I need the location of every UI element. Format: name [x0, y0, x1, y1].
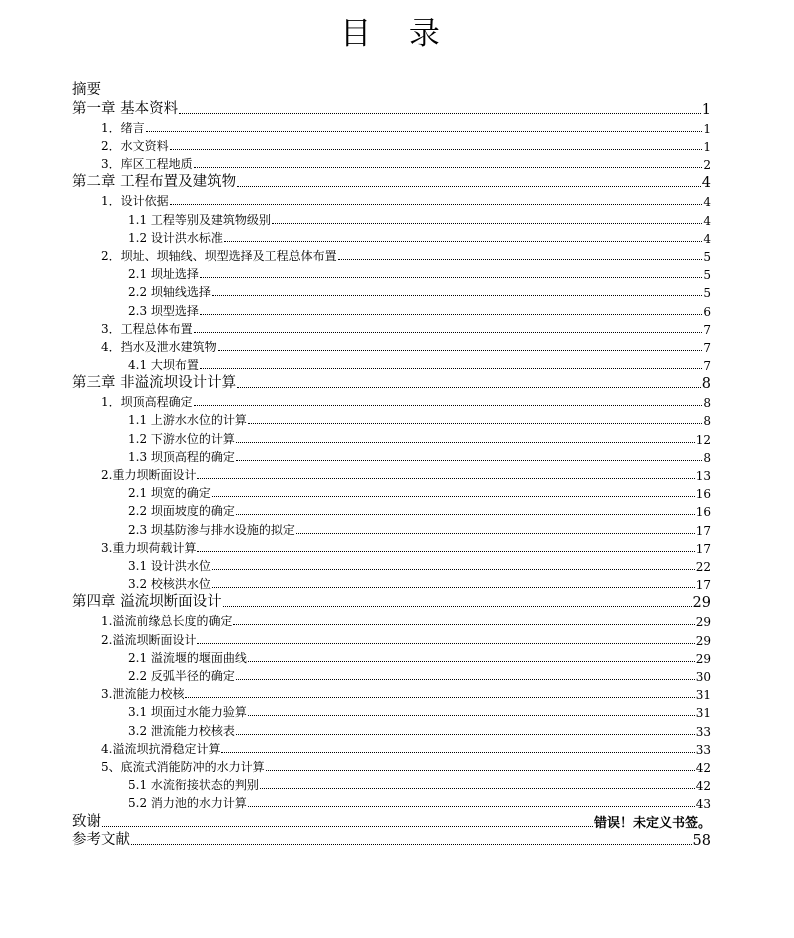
toc-dot-leader: [224, 240, 702, 242]
toc-page-number: 4: [703, 231, 711, 246]
toc-dot-leader: [212, 294, 702, 296]
toc-entry-row[interactable]: [128, 501, 711, 519]
toc-dot-leader: [185, 696, 694, 698]
toc-entry-label: 4.溢流坝抗滑稳定计算: [101, 741, 221, 756]
toc-entry-row[interactable]: [128, 483, 711, 501]
toc-entry-row[interactable]: [128, 429, 711, 447]
toc-dot-leader: [223, 605, 692, 607]
toc-dot-leader: [170, 148, 703, 150]
toc-entry-row[interactable]: [101, 611, 711, 629]
toc-page-number: 17: [695, 541, 711, 556]
toc-page-number: 4: [703, 213, 711, 228]
toc-page-number: 42: [695, 760, 711, 775]
toc-entry-label: 4．挡水及泄水建筑物: [101, 339, 217, 354]
toc-dot-leader: [248, 714, 695, 716]
toc-dot-leader: [248, 660, 695, 662]
toc-entry-label: 4.1 大坝布置: [128, 358, 199, 373]
toc-dot-leader: [296, 532, 695, 534]
toc-page-number: 2: [703, 158, 711, 173]
toc-dot-leader: [236, 513, 695, 515]
toc-page-number: 31: [695, 706, 711, 721]
toc-chapter-row[interactable]: [72, 373, 711, 392]
toc-entry-row[interactable]: [128, 648, 711, 666]
toc-entry-label: 1.3 坝顶高程的确定: [128, 449, 235, 464]
toc-page-number: 17: [695, 578, 711, 593]
toc-entry-label: 2.溢流坝断面设计: [101, 632, 197, 647]
toc-entry-row[interactable]: [101, 538, 711, 556]
toc-entry-row[interactable]: [101, 319, 711, 337]
toc-dot-leader: [248, 422, 702, 424]
toc-entry-row[interactable]: [128, 447, 711, 465]
toc-chapter-row[interactable]: [72, 812, 711, 831]
toc-page-number: 1: [703, 121, 711, 136]
toc-chapter-row[interactable]: [72, 172, 711, 191]
toc-entry-row[interactable]: [128, 301, 711, 319]
toc-entry-row[interactable]: [101, 136, 711, 154]
toc-entry-label: 致谢: [72, 813, 101, 830]
toc-chapter-row[interactable]: [72, 592, 711, 611]
toc-dot-leader: [131, 843, 692, 845]
toc-entry-row[interactable]: [128, 520, 711, 538]
toc-entry-label: 第一章 基本资料: [72, 100, 179, 117]
toc-dot-leader: [236, 678, 695, 680]
toc-page-number: 1: [703, 140, 711, 154]
toc-page-number: 22: [695, 560, 711, 574]
toc-page-number: 6: [703, 304, 711, 319]
toc-entry-label: 第四章 溢流坝断面设计: [72, 594, 222, 611]
toc-entry-label: 2.3 坝型选择: [128, 303, 199, 318]
toc-entry-row[interactable]: [101, 739, 711, 757]
toc-dot-leader: [212, 586, 695, 588]
toc-entry-label: 2.3 坝基防渗与排水设施的拟定: [128, 522, 295, 537]
toc-entry-row[interactable]: [128, 282, 711, 300]
toc-page-number: 8: [701, 376, 711, 393]
toc-dot-leader: [200, 367, 702, 369]
toc-page-number: 17: [695, 523, 711, 538]
toc-dot-leader: [212, 495, 695, 497]
toc-entry-label: 3.2 校核洪水位: [128, 577, 211, 592]
toc-entry-label: 1．绪言: [101, 120, 145, 135]
toc-dot-leader: [221, 751, 694, 753]
toc-page-number: 错误！未定义书签。: [593, 815, 711, 831]
toc-entry-row[interactable]: [101, 392, 711, 410]
toc-page-number: 31: [695, 688, 711, 703]
toc-page-number: 43: [695, 797, 711, 812]
toc-page-number: 5: [703, 249, 711, 264]
toc-page-number: 5: [703, 268, 711, 283]
toc-entry-label: 3.2 泄流能力校核表: [128, 723, 235, 738]
toc-page-number: 58: [692, 833, 711, 850]
toc-entry-label: 2.2 坝轴线选择: [128, 285, 211, 300]
toc-dot-leader: [212, 568, 695, 570]
toc-entry-label: 2.1 坝址选择: [128, 267, 199, 282]
toc-entry-row[interactable]: [128, 228, 711, 246]
toc-entry-label: 5、底流式消能防冲的水力计算: [101, 759, 265, 774]
toc-dot-leader: [237, 386, 701, 388]
toc-entry-label: 参考文献: [72, 832, 130, 849]
toc-page-number: 42: [695, 779, 711, 794]
toc-page-number: 12: [695, 432, 711, 447]
toc-dot-leader: [179, 112, 701, 114]
toc-entry-label: 3．库区工程地质: [101, 157, 193, 172]
toc-dot-leader: [218, 349, 703, 351]
toc-entry-label: 摘要: [72, 82, 101, 98]
toc-dot-leader: [194, 331, 703, 333]
toc-page-number: 5: [703, 286, 711, 301]
toc-page-number: 7: [703, 322, 711, 337]
toc-page-number: 16: [695, 505, 711, 520]
toc-dot-leader: [102, 825, 593, 827]
toc-entry-label: 3.1 坝面过水能力验算: [128, 705, 247, 720]
toc-dot-leader: [197, 477, 694, 479]
toc-page-number: 7: [703, 340, 711, 355]
toc-entry-label: 1.溢流前缘总长度的确定: [101, 614, 233, 629]
toc-page-number: 7: [703, 359, 711, 374]
toc-dot-leader: [146, 130, 703, 132]
toc-dot-leader: [236, 459, 702, 461]
toc-entry-label: 1.1 上游水水位的计算: [128, 413, 247, 428]
toc-dot-leader: [200, 276, 702, 278]
toc-chapter-row[interactable]: [72, 99, 711, 118]
toc-entry-row[interactable]: [101, 191, 711, 209]
toc-page-number: 4: [703, 195, 711, 210]
toc-entry-label: 1.1 工程等别及建筑物级别: [128, 212, 271, 227]
toc-entry-row[interactable]: [128, 721, 711, 739]
toc-page-number: 29: [692, 595, 711, 612]
toc-page-number: 8: [703, 414, 711, 429]
toc-entry-label: 第三章 非溢流坝设计计算: [72, 375, 237, 392]
toc-page-number: 29: [695, 633, 711, 648]
toc-dot-leader: [248, 805, 695, 807]
toc-dot-leader: [170, 203, 703, 205]
toc-dot-leader: [260, 787, 695, 789]
toc-dot-leader: [236, 441, 695, 443]
toc-dot-leader: [338, 258, 703, 260]
toc-page-number: 8: [703, 396, 711, 411]
toc-entry-row[interactable]: [101, 757, 711, 775]
toc-dot-leader: [272, 222, 702, 224]
toc-entry-row[interactable]: [128, 793, 711, 811]
toc-entry-row[interactable]: [128, 410, 711, 428]
toc-dot-leader: [233, 623, 694, 625]
toc-entry-label: 1．坝顶高程确定: [101, 395, 193, 410]
toc-entry-label: 2．水文资料: [101, 139, 169, 153]
toc-page-number: 4: [701, 175, 711, 192]
toc-entry-label: 3．工程总体布置: [101, 321, 193, 336]
toc-dot-leader: [194, 404, 703, 406]
toc-entry-row[interactable]: [101, 465, 711, 483]
toc-entry-label: 5.1 水流衔接状态的判别: [128, 778, 259, 793]
toc-entry-row[interactable]: [101, 246, 711, 264]
toc-page-number: 13: [695, 469, 711, 483]
page-title: 目 录: [340, 16, 454, 52]
toc-dot-leader: [237, 185, 701, 187]
toc-entry-label: 5.2 消力池的水力计算: [128, 796, 247, 811]
toc-dot-leader: [197, 642, 694, 644]
toc-dot-leader: [266, 769, 695, 771]
toc-entry-label: 2.重力坝断面设计: [101, 468, 197, 482]
toc-entry-label: 3.1 设计洪水位: [128, 559, 211, 573]
toc-dot-leader: [200, 313, 702, 315]
toc-entry-label: 2.1 溢流堰的堰面曲线: [128, 650, 247, 665]
toc-chapter-row[interactable]: [72, 830, 711, 849]
toc-entry-row[interactable]: [101, 337, 711, 355]
toc-entry-label: 第二章 工程布置及建筑物: [72, 174, 237, 191]
toc-entry-row[interactable]: [128, 264, 711, 282]
toc-entry-row[interactable]: [101, 630, 711, 648]
toc-page-number: 16: [695, 487, 711, 502]
toc-page-number: 1: [701, 101, 711, 118]
toc-entry-label: 2.2 坝面坡度的确定: [128, 504, 235, 519]
toc-entry-row[interactable]: [101, 684, 711, 702]
toc-page-number: 29: [695, 651, 711, 666]
toc-page-number: 33: [695, 724, 711, 739]
toc-page-number: 29: [695, 615, 711, 630]
toc-entry-row[interactable]: [128, 775, 711, 793]
toc-entry-row[interactable]: [128, 556, 711, 574]
toc-entry-label: 2.1 坝宽的确定: [128, 486, 211, 501]
toc-entry-label: 1.2 设计洪水标准: [128, 230, 223, 245]
toc-dot-leader: [236, 733, 695, 735]
toc-entry-label: 3.泄流能力校核: [101, 687, 185, 702]
toc-page-number: 30: [695, 669, 711, 684]
toc-entry-row[interactable]: [128, 666, 711, 684]
toc-page-number: 8: [703, 450, 711, 465]
toc-entry-row[interactable]: [128, 210, 711, 228]
toc-entry-row[interactable]: [128, 702, 711, 720]
toc-dot-leader: [194, 166, 703, 168]
toc-entry-row[interactable]: [101, 118, 711, 136]
toc-entry-label: 2.2 反弧半径的确定: [128, 668, 235, 683]
toc-entry-label: 1．设计依据: [101, 194, 169, 209]
toc-entry-label: 3.重力坝荷载计算: [101, 540, 197, 555]
toc-entry-label: 2．坝址、坝轴线、坝型选择及工程总体布置: [101, 248, 337, 263]
toc-page-number: 33: [695, 742, 711, 757]
toc-entry-label: 1.2 下游水位的计算: [128, 431, 235, 446]
toc-dot-leader: [197, 550, 694, 552]
